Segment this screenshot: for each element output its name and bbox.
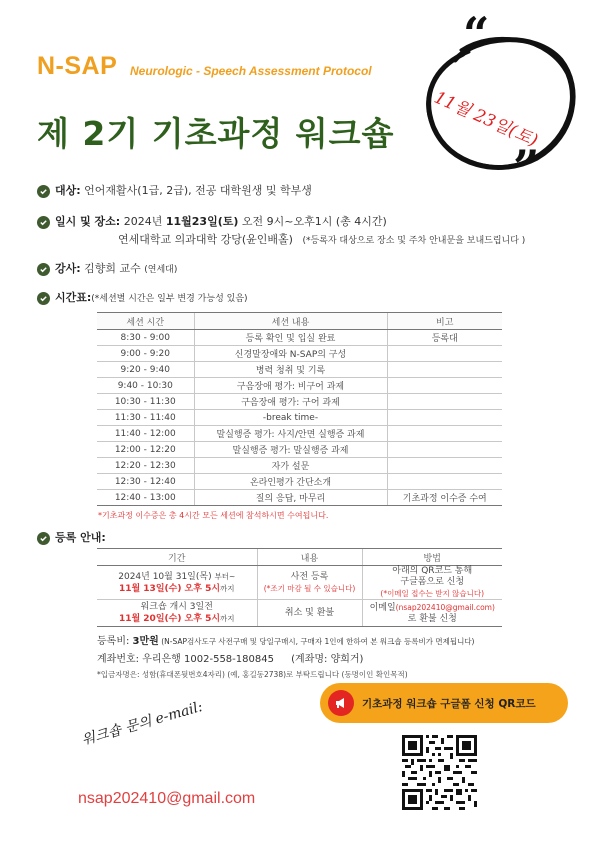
schedule-time-cell: 12:40 - 13:00 bbox=[97, 490, 194, 506]
datetime-prefix: 2024년 bbox=[120, 215, 166, 228]
content-preregister: 사전 등록 bbox=[290, 571, 329, 582]
schedule-time-cell: 9:00 - 9:20 bbox=[97, 346, 194, 362]
schedule-label: 시간표: bbox=[55, 291, 92, 304]
schedule-row bbox=[97, 490, 502, 506]
svg-text:”: ” bbox=[513, 140, 540, 178]
qr-code[interactable] bbox=[402, 735, 477, 810]
schedule-row bbox=[97, 346, 502, 362]
datetime-suffix: 오전 9시~오후1시 (총 4시간) bbox=[238, 215, 387, 228]
account-holder: (계좌명: 양희거) bbox=[291, 654, 364, 665]
fee-amount: 3만원 bbox=[132, 636, 159, 647]
schedule-note-cell: 기초과정 이수증 수여 bbox=[387, 490, 502, 506]
schedule-note-cell bbox=[387, 442, 502, 458]
schedule-note-cell: 등록대 bbox=[387, 330, 502, 346]
schedule-footnote: *기초과정 이수증은 총 4시간 모든 세션에 참석하시면 수여됩니다. bbox=[98, 511, 329, 520]
schedule-note-cell bbox=[387, 346, 502, 362]
check-icon bbox=[37, 185, 50, 198]
google-form-qr-button[interactable] bbox=[320, 683, 568, 723]
schedule-row bbox=[97, 330, 502, 346]
period-end: 11월 13일(수) 오후 5시 bbox=[118, 583, 221, 594]
registration-table bbox=[97, 548, 502, 627]
svg-text:“: “ bbox=[463, 8, 490, 61]
schedule-note-cell bbox=[387, 474, 502, 490]
lecturer-value: 김향희 교수 bbox=[80, 262, 145, 275]
schedule-content-cell: 구음장애 평가: 구어 과제 bbox=[194, 394, 387, 410]
schedule-content-cell: 온라인평가 간단소개 bbox=[194, 474, 387, 490]
registration-header-method: 방법 bbox=[362, 549, 502, 566]
schedule-time-cell: 12:20 - 12:30 bbox=[97, 458, 194, 474]
method-email-address: (nsap202410@gmail.com) bbox=[395, 602, 495, 612]
schedule-note-cell bbox=[387, 394, 502, 410]
schedule-time-cell: 10:30 - 11:30 bbox=[97, 394, 194, 410]
registration-label: 등록 안내: bbox=[55, 531, 106, 544]
schedule-note-cell bbox=[387, 378, 502, 394]
check-icon bbox=[37, 263, 50, 276]
schedule-note-cell bbox=[387, 426, 502, 442]
schedule-time-cell: 9:20 - 9:40 bbox=[97, 362, 194, 378]
datetime-date: 11월23일(토) bbox=[165, 215, 239, 228]
schedule-time-cell: 8:30 - 9:00 bbox=[97, 330, 194, 346]
deposit-note: *입금자명은: 성함(휴대폰뒷번호4자리) (예, 홍길동2738)로 부탁드립니다 (동명이인 확인목적) bbox=[97, 670, 408, 679]
location-value: 연세대학교 의과대학 강당(윤인배홀) bbox=[118, 233, 293, 246]
schedule-note-cell bbox=[387, 410, 502, 426]
method-qr-line: 아래의 QR코드 통해 bbox=[392, 566, 473, 576]
fee-note: (N-SAP검사도구 사전구매 및 당일구매시, 구매자 1인에 한하여 본 워크숍 등록비가 면제됩니다) bbox=[158, 637, 475, 646]
registration-period-cell bbox=[97, 566, 257, 600]
method-refund-line: 로 환불 신청 bbox=[407, 613, 457, 624]
content-early-close-note: (*조기 마감 될 수 있습니다) bbox=[263, 583, 356, 593]
schedule-content-cell: 말실행증 평가: 사지/안면 실행증 과제 bbox=[194, 426, 387, 442]
registration-heading-row bbox=[37, 529, 106, 545]
schedule-note-cell bbox=[387, 458, 502, 474]
contact-email[interactable]: nsap202410@gmail.com bbox=[78, 790, 256, 807]
datetime-row bbox=[37, 213, 387, 229]
brand-logo-text: N-SAP bbox=[37, 52, 118, 80]
page-title: 제 2기 기초과정 워크숍 bbox=[37, 114, 395, 153]
lecturer-affiliation: (연세대) bbox=[144, 265, 178, 275]
check-icon bbox=[37, 532, 50, 545]
schedule-time-cell: 12:30 - 12:40 bbox=[97, 474, 194, 490]
account-value: 우리은행 1002-558-180845 bbox=[142, 654, 274, 665]
check-icon bbox=[37, 216, 50, 229]
brand-subtitle: Neurologic - Speech Assessment Protocol bbox=[130, 64, 372, 78]
cancel-period-start: 워크숍 개시 3일전 bbox=[140, 601, 213, 612]
schedule-note: (*세션별 시간은 일부 변경 가능성 있음) bbox=[91, 294, 248, 304]
content-cancel-refund: 취소 및 환불 bbox=[284, 607, 335, 618]
schedule-time-cell: 12:00 - 12:20 bbox=[97, 442, 194, 458]
method-googleform-line: 구글폼으로 신청 bbox=[400, 577, 465, 587]
target-row bbox=[37, 182, 312, 198]
schedule-content-cell: 구음장애 평가: 비구어 과제 bbox=[194, 378, 387, 394]
google-form-qr-label: 기초과정 워크숍 구글폼 신청 QR코드 bbox=[362, 697, 536, 710]
schedule-row bbox=[97, 426, 502, 442]
schedule-row bbox=[97, 410, 502, 426]
schedule-row bbox=[97, 378, 502, 394]
schedule-row bbox=[97, 458, 502, 474]
schedule-content-cell: 말실행증 평가: 말실행증 과제 bbox=[194, 442, 387, 458]
location-note: (*등록자 대상으로 장소 및 주차 안내문을 보내드립니다 ) bbox=[302, 236, 526, 246]
schedule-time-cell: 11:30 - 11:40 bbox=[97, 410, 194, 426]
fee-row bbox=[97, 632, 475, 647]
schedule-header-content: 세션 내용 bbox=[194, 313, 387, 330]
cancel-period-end-suffix: 까지 bbox=[220, 613, 235, 623]
registration-row bbox=[97, 600, 502, 627]
datetime-label: 일시 및 장소: bbox=[55, 215, 121, 228]
account-row bbox=[97, 650, 363, 665]
registration-content-cell bbox=[257, 600, 362, 627]
schedule-heading-row bbox=[37, 289, 248, 305]
period-start: 2024년 10월 31일(목) bbox=[118, 571, 215, 582]
registration-period-cell bbox=[97, 600, 257, 627]
fee-label: 등록비: bbox=[97, 636, 133, 647]
schedule-row bbox=[97, 442, 502, 458]
schedule-time-cell: 11:40 - 12:00 bbox=[97, 426, 194, 442]
method-no-email-note: (*이메일 접수는 받지 않습니다) bbox=[380, 589, 485, 598]
date-badge-text: 11월 23일(토) bbox=[430, 87, 541, 152]
schedule-time-cell: 9:40 - 10:30 bbox=[97, 378, 194, 394]
registration-method-cell bbox=[362, 566, 502, 600]
schedule-note-cell bbox=[387, 362, 502, 378]
schedule-header-note: 비고 bbox=[387, 313, 502, 330]
schedule-row bbox=[97, 394, 502, 410]
schedule-content-cell: 자가 설문 bbox=[194, 458, 387, 474]
schedule-content-cell: -break time- bbox=[194, 410, 387, 426]
registration-method-cell bbox=[362, 600, 502, 627]
period-start-suffix: 부터~ bbox=[214, 571, 236, 581]
schedule-content-cell: 등록 확인 및 입실 완료 bbox=[194, 330, 387, 346]
registration-content-cell bbox=[257, 566, 362, 600]
megaphone-icon bbox=[328, 690, 354, 716]
lecturer-row bbox=[37, 260, 177, 276]
cancel-period-end: 11월 20일(수) 오후 5시 bbox=[118, 613, 221, 624]
registration-header-period: 기간 bbox=[97, 549, 257, 566]
schedule-table bbox=[97, 312, 502, 506]
target-value: 언어재활사(1급, 2급), 전공 대학원생 및 학부생 bbox=[80, 184, 312, 197]
check-icon bbox=[37, 292, 50, 305]
registration-header-content: 내용 bbox=[257, 549, 362, 566]
account-label: 계좌번호: bbox=[97, 654, 143, 665]
lecturer-label: 강사: bbox=[55, 262, 81, 275]
method-email-prefix: 이메일 bbox=[369, 602, 396, 613]
schedule-row bbox=[97, 474, 502, 490]
location-row bbox=[118, 231, 525, 247]
registration-row bbox=[97, 566, 502, 600]
schedule-row bbox=[97, 362, 502, 378]
schedule-content-cell: 병력 청취 및 기록 bbox=[194, 362, 387, 378]
inquiry-label: 워크숍 문의 e-mail: bbox=[80, 698, 205, 749]
schedule-content-cell: 신경말장애와 N-SAP의 구성 bbox=[194, 346, 387, 362]
schedule-content-cell: 질의 응답, 마무리 bbox=[194, 490, 387, 506]
schedule-header-time: 세션 시간 bbox=[97, 313, 194, 330]
period-end-suffix: 까지 bbox=[220, 583, 235, 593]
target-label: 대상: bbox=[55, 184, 81, 197]
